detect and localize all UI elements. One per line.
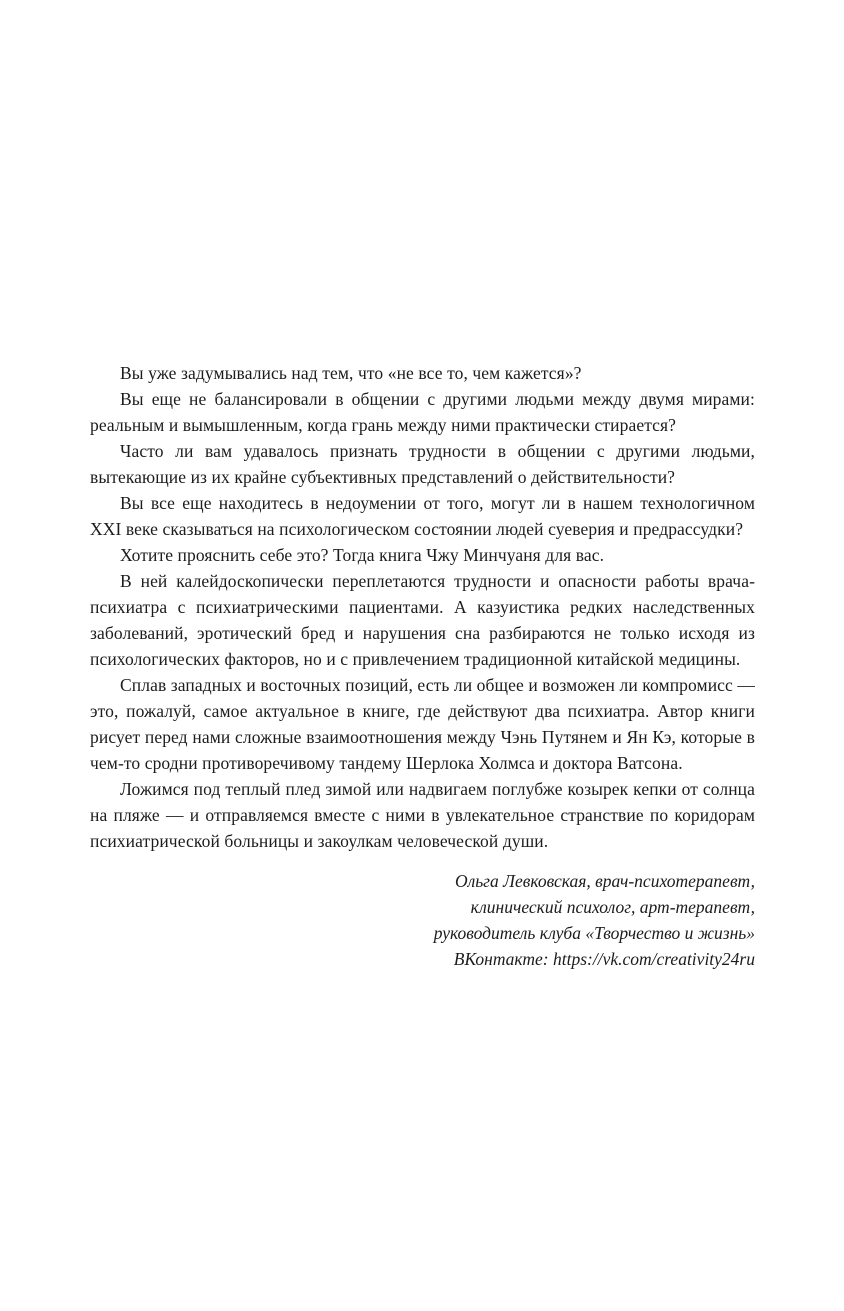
paragraph: Вы еще не балансировали в общении с другими людьми между двумя мирами: реальным и вымышленным, когда грань между ними практически стирается? [90,389,755,435]
author-signature-block [90,868,755,972]
paragraph: Ложимся под теплый плед зимой или надвигаем поглубже козырек кепки от солнца на пляже — и отправляемся вместе с ними в увлекательное странствие по коридорам психиатрической больницы и закоулкам человеческой души. [90,779,755,851]
paragraph: Вы все еще находитесь в недоумении от того, могут ли в нашем технологичном XXI веке сказываться на психологическом состоянии людей суеверия и предрассудки? [90,493,755,539]
foreword-text-block [90,360,755,854]
paragraph: Хотите прояснить себе это? Тогда книга Чжу Минчуаня для вас. [120,545,605,565]
signature-line: руководитель клуба «Творчество и жизнь» [433,923,755,943]
signature-line: Ольга Левковская, врач-психотерапевт, [454,871,755,891]
paragraph: В ней калейдоскопически переплетаются трудности и опасности работы врача-психиатра с психиатрическими пациентами. А казуистика редких наследственных заболеваний, эротический бред и нарушения сна разбираются не только исходя из психологических факторов, но и с привлечением традиционной китайской медицины. [90,571,755,669]
paragraph: Часто ли вам удавалось признать трудности в общении с другими людьми, вытекающие из их крайне субъективных представлений о действительности? [90,441,755,487]
signature-line: ВКонтакте: https://vk.com/creativity24ru [453,949,755,969]
signature-line: клинический психолог, арт-терапевт, [470,897,755,917]
paragraph: Вы уже задумывались над тем, что «не все то, чем кажется»? [120,363,582,383]
paragraph: Сплав западных и восточных позиций, есть ли общее и возможен ли компромисс — это, пожалуй, самое актуальное в книге, где действуют два психиатра. Автор книги рисует перед нами сложные взаимоотношения между Чэнь Путянем и Ян Кэ, которые в чем-то сродни противоречивому тандему Шерлока Холмса и доктора Ватсона. [90,675,755,773]
